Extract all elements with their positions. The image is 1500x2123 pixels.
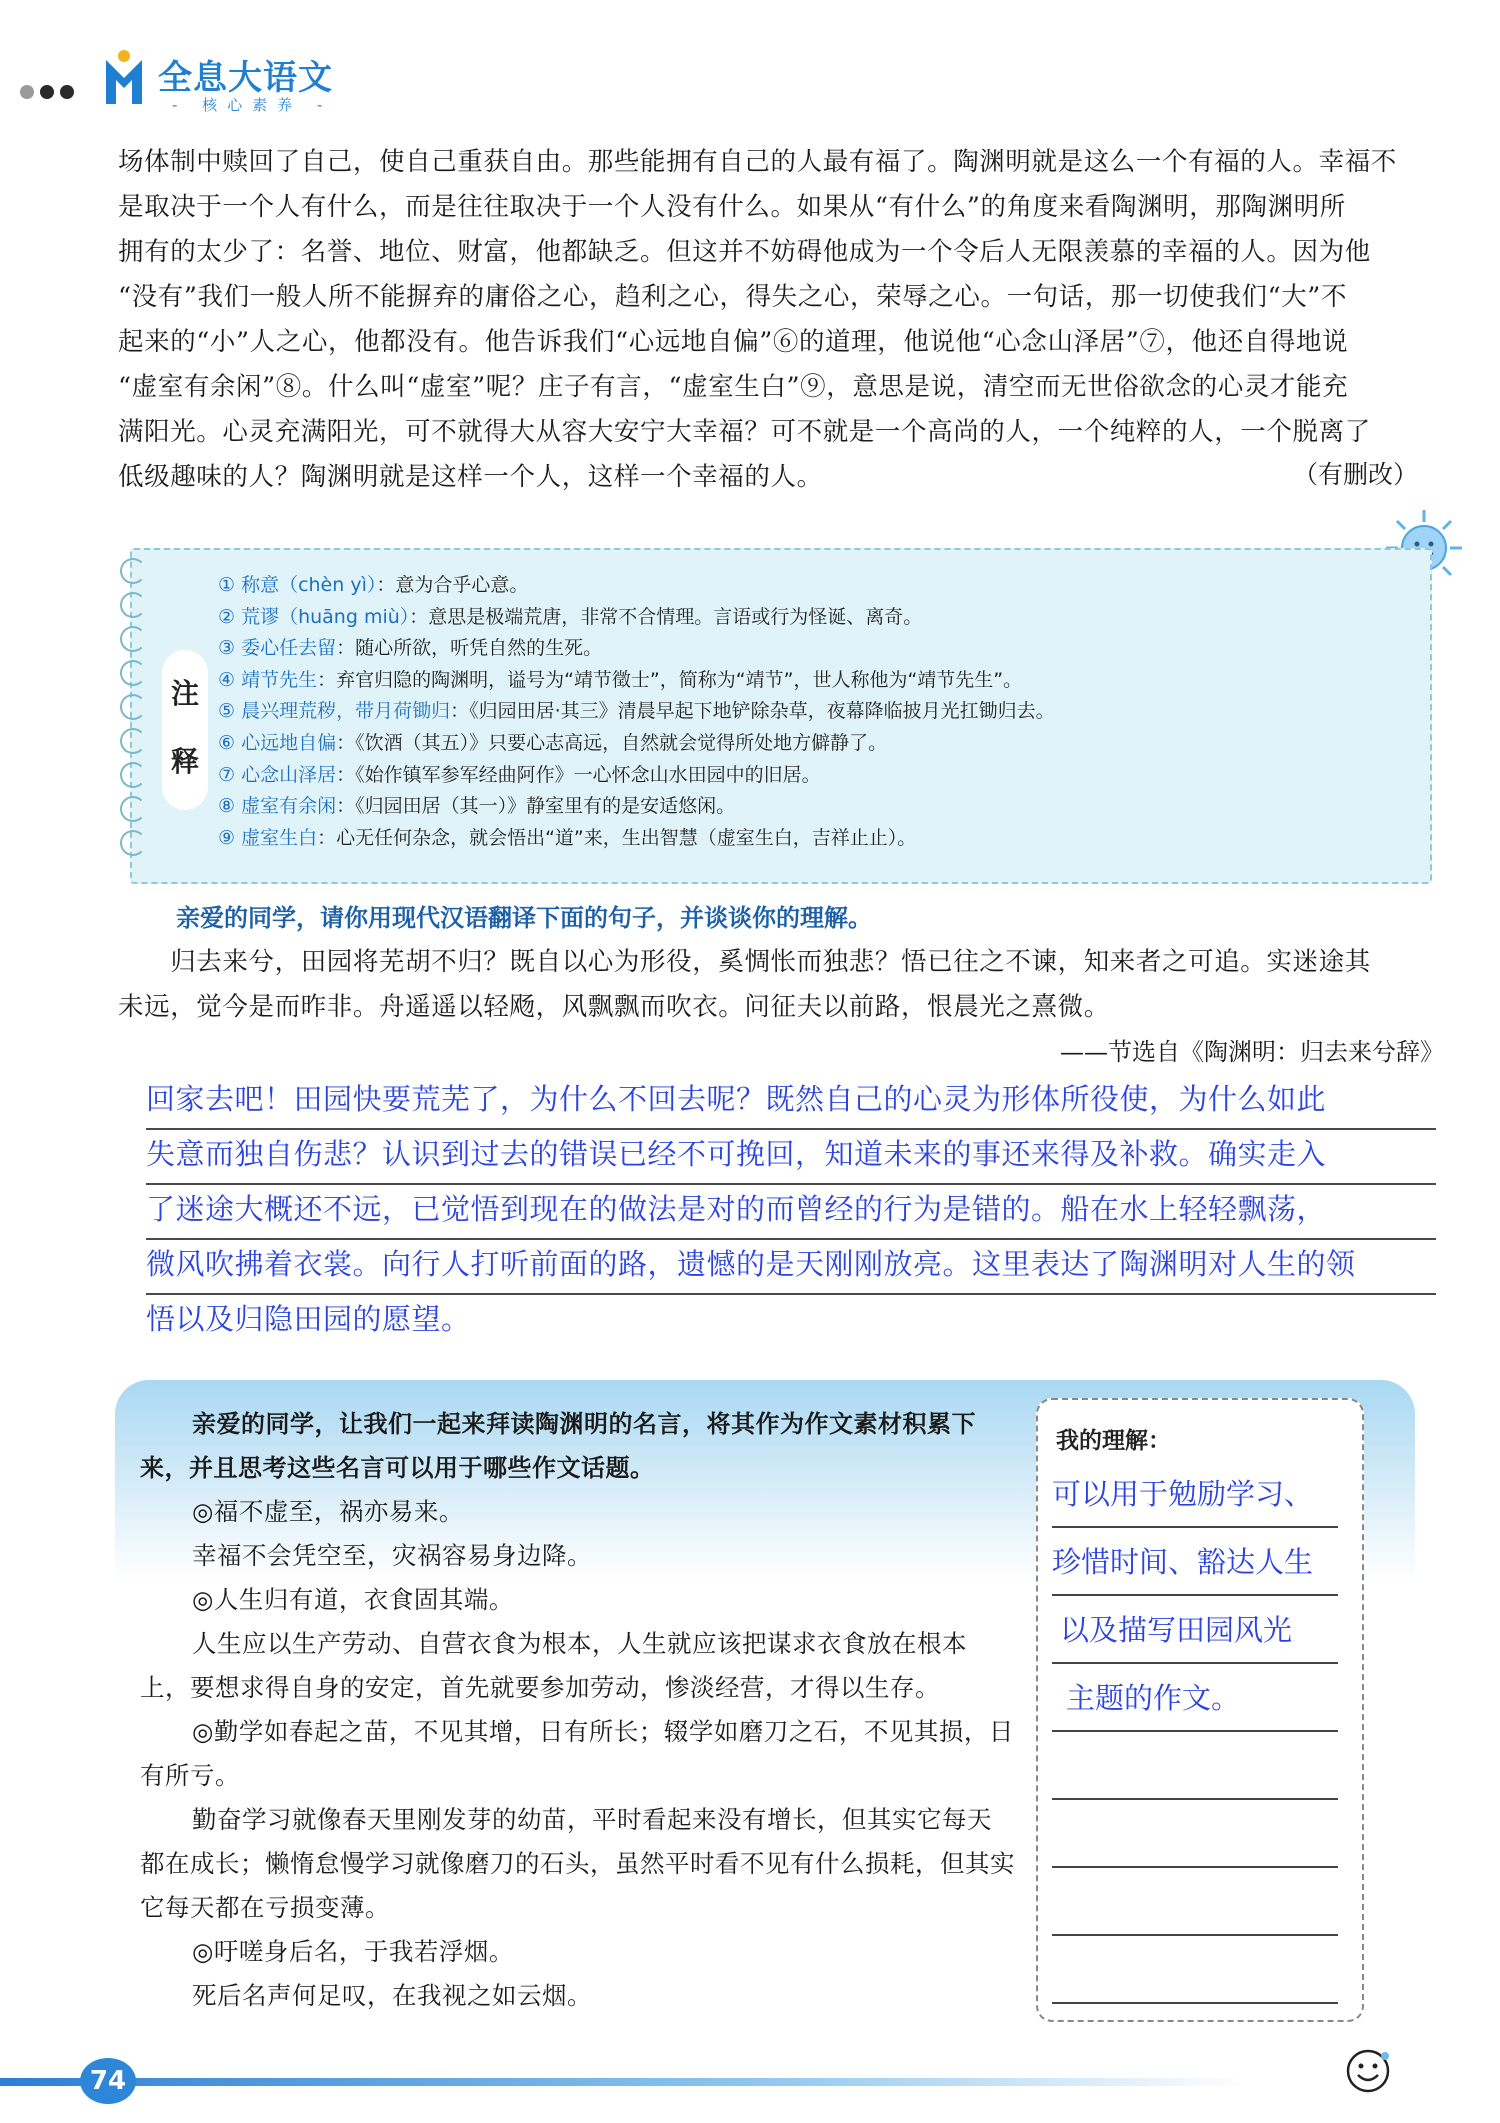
understanding-line xyxy=(1052,1800,1338,1868)
quote-source: ——节选自《陶渊明：归去来兮辞》 xyxy=(1060,1038,1444,1066)
notes-list xyxy=(218,570,1408,854)
header-dot-icon xyxy=(20,85,34,99)
note-item: ⑨ 虚室生白：心无任何杂念，就会悟出“道”来，生出智慧（虚室生白，吉祥止止）。 xyxy=(218,826,917,849)
note-item: ③ 委心任去留：随心所欲，听凭自然的生死。 xyxy=(218,637,603,660)
note-item: ② 荒谬（huāng miù）：意思是极端荒唐，非常不合情理。言语或行为怪诞、离奇。 xyxy=(218,605,923,628)
essay-line: “虚室有余闲”⑧。什么叫“虚室”呢？庄子有言，“虚室生白”⑨，意思是说，清空而无世俗欲念的心灵才能充 xyxy=(118,372,1349,402)
quote-item: ◎人生归有道，衣食固其端。 xyxy=(192,1585,514,1614)
note-item: ④ 靖节先生：弃官归隐的陶渊明，谥号为“靖节徵士”，简称为“靖节”，世人称他为“靖节先生”。 xyxy=(218,668,1023,691)
understanding-line xyxy=(1052,1732,1338,1800)
quote-item: ◎勤学如春起之苗，不见其增，日有所长；辍学如磨刀之石，不见其损，日有所亏。 xyxy=(140,1717,1014,1790)
understanding-title: 我的理解： xyxy=(1056,1428,1171,1454)
brand-logo-icon xyxy=(100,48,148,108)
quote-item: ◎吁嗟身后名，于我若浮烟。 xyxy=(192,1937,514,1966)
essay-line: 拥有的太少了：名誉、地位、财富，他都缺乏。但这并不妨碍他成为一个令后人无限羡慕的幸福的人。因为他 xyxy=(118,237,1371,267)
answer-line: 了迷途大概还不远，已觉悟到现在的做法是对的而曾经的行为是错的。船在水上轻轻飘荡， xyxy=(146,1185,1436,1240)
quote-explanation: 死后名声何足叹，在我视之如云烟。 xyxy=(192,1981,592,2010)
translation-prompt: 亲爱的同学，请你用现代汉语翻译下面的句子，并谈谈你的理解。 xyxy=(176,904,872,932)
header-dot-icon xyxy=(40,85,54,99)
essay-line: 场体制中赎回了自己，使自己重获自由。那些能拥有自己的人最有福了。陶渊明就是这么一个有福的人。幸福不 xyxy=(118,147,1397,177)
essay-line: 低级趣味的人？陶渊明就是这样一个人，这样一个幸福的人。 xyxy=(118,462,823,492)
quote-line: 未远，觉今是而昨非。舟遥遥以轻飏，风飘飘而吹衣。问征夫以前路，恨晨光之熹微。 xyxy=(118,992,1110,1022)
answer-line: 回家去吧！田园快要荒芜了，为什么不回去呢？既然自己的心灵为形体所役使，为什么如此 xyxy=(146,1075,1436,1130)
essay-line: “没有”我们一般人所不能摒弃的庸俗之心，趋利之心，得失之心，荣辱之心。一句话，那一切使我们“大”不 xyxy=(118,282,1348,312)
smiley-icon xyxy=(1345,2048,1391,2094)
essay-line: 满阳光。心灵充满阳光，可不就得大从容大安宁大幸福？可不就是一个高尚的人，一个纯粹的人，一个脱离了 xyxy=(118,417,1371,447)
quote-explanation: 人生应以生产劳动、自营衣食为根本，人生就应该把谋求衣食放在根本上，要想求得自身的安定，首先就要参加劳动，惨淡经营，才得以生存。 xyxy=(140,1629,967,1702)
essay-line: 是取决于一个人有什么，而是往往取决于一个人没有什么。如果从“有什么”的角度来看陶渊明，那陶渊明所 xyxy=(118,192,1346,222)
essay-edit-note: （有删改） xyxy=(1292,460,1418,489)
note-item: ⑤ 晨兴理荒秽，带月荷锄归：《归园田居·其三》清晨早起下地铲除杂草，夜幕降临披月光扛锄归去。 xyxy=(218,700,1055,723)
notes-tab-char: 释 xyxy=(170,745,199,778)
answer-line: 微风吹拂着衣裳。向行人打听前面的路，遗憾的是天刚刚放亮。这里表达了陶渊明对人生的领 xyxy=(146,1240,1436,1295)
understanding-line: 主题的作文。 xyxy=(1052,1664,1338,1732)
understanding-line xyxy=(1052,1868,1338,1936)
understanding-line: 可以用于勉励学习、 xyxy=(1052,1460,1338,1528)
note-item: ⑥ 心远地自偏：《饮酒（其五）》只要心志高远，自然就会觉得所处地方僻静了。 xyxy=(218,731,888,754)
note-item: ⑧ 虚室有余闲：《归园田居（其一）》静室里有的是安适悠闲。 xyxy=(218,795,736,818)
understanding-line xyxy=(1052,1936,1338,2004)
page-number: 74 xyxy=(89,2066,127,2096)
brand-title: 全息大语文 xyxy=(158,58,333,98)
understanding-line: 以及描写田园风光 xyxy=(1052,1596,1338,1664)
quotes-panel-text xyxy=(140,1402,1015,2018)
quote-explanation: 幸福不会凭空至，灾祸容易身边降。 xyxy=(192,1541,592,1570)
footer-bar xyxy=(0,2078,1250,2086)
quote-line: 归去来兮，田园将芜胡不归？既自以心为形役，奚惆怅而独悲？悟已往之不谏，知来者之可追。实迷途其 xyxy=(118,947,1371,977)
essay-line: 起来的“小”人之心，他都没有。他告诉我们“心远地自偏”⑥的道理，他说他“心念山泽居”⑦，他还自得地说 xyxy=(118,327,1349,357)
understanding-line: 珍惜时间、豁达人生 xyxy=(1052,1528,1338,1596)
quotes-lead: 亲爱的同学，让我们一起来拜读陶渊明的名言，将其作为作文素材积累下来，并且思考这些名言可以用于哪些作文话题。 xyxy=(140,1410,976,1482)
classical-quote xyxy=(118,940,1418,1030)
answer-line: 失意而独自伤悲？认识到过去的错误已经不可挽回，知道未来的事还来得及补救。确实走入 xyxy=(146,1130,1436,1185)
translation-answer-area[interactable] xyxy=(146,1075,1436,1348)
quote-explanation: 勤奋学习就像春天里刚发芽的幼苗，平时看起来没有增长，但其实它每天都在成长；懒惰怠慢学习就像磨刀的石头，虽然平时看不见有什么损耗，但其实它每天都在亏损变薄。 xyxy=(140,1805,1015,1922)
understanding-lines[interactable] xyxy=(1052,1460,1338,2004)
quote-item: ◎福不虚至，祸亦易来。 xyxy=(192,1497,464,1526)
notes-tab xyxy=(162,650,208,810)
note-item: ⑦ 心念山泽居：《始作镇军参军经曲阿作》一心怀念山水田园中的旧居。 xyxy=(218,763,821,786)
brand-subtitle: - 核心素养 - xyxy=(172,96,333,114)
essay-text xyxy=(118,140,1418,500)
note-item: ① 称意（chèn yì）：意为合乎心意。 xyxy=(218,574,529,596)
notes-tab-char: 注 xyxy=(170,677,199,710)
header-dot-icon xyxy=(60,85,74,99)
answer-line: 悟以及归隐田园的愿望。 xyxy=(146,1302,471,1336)
